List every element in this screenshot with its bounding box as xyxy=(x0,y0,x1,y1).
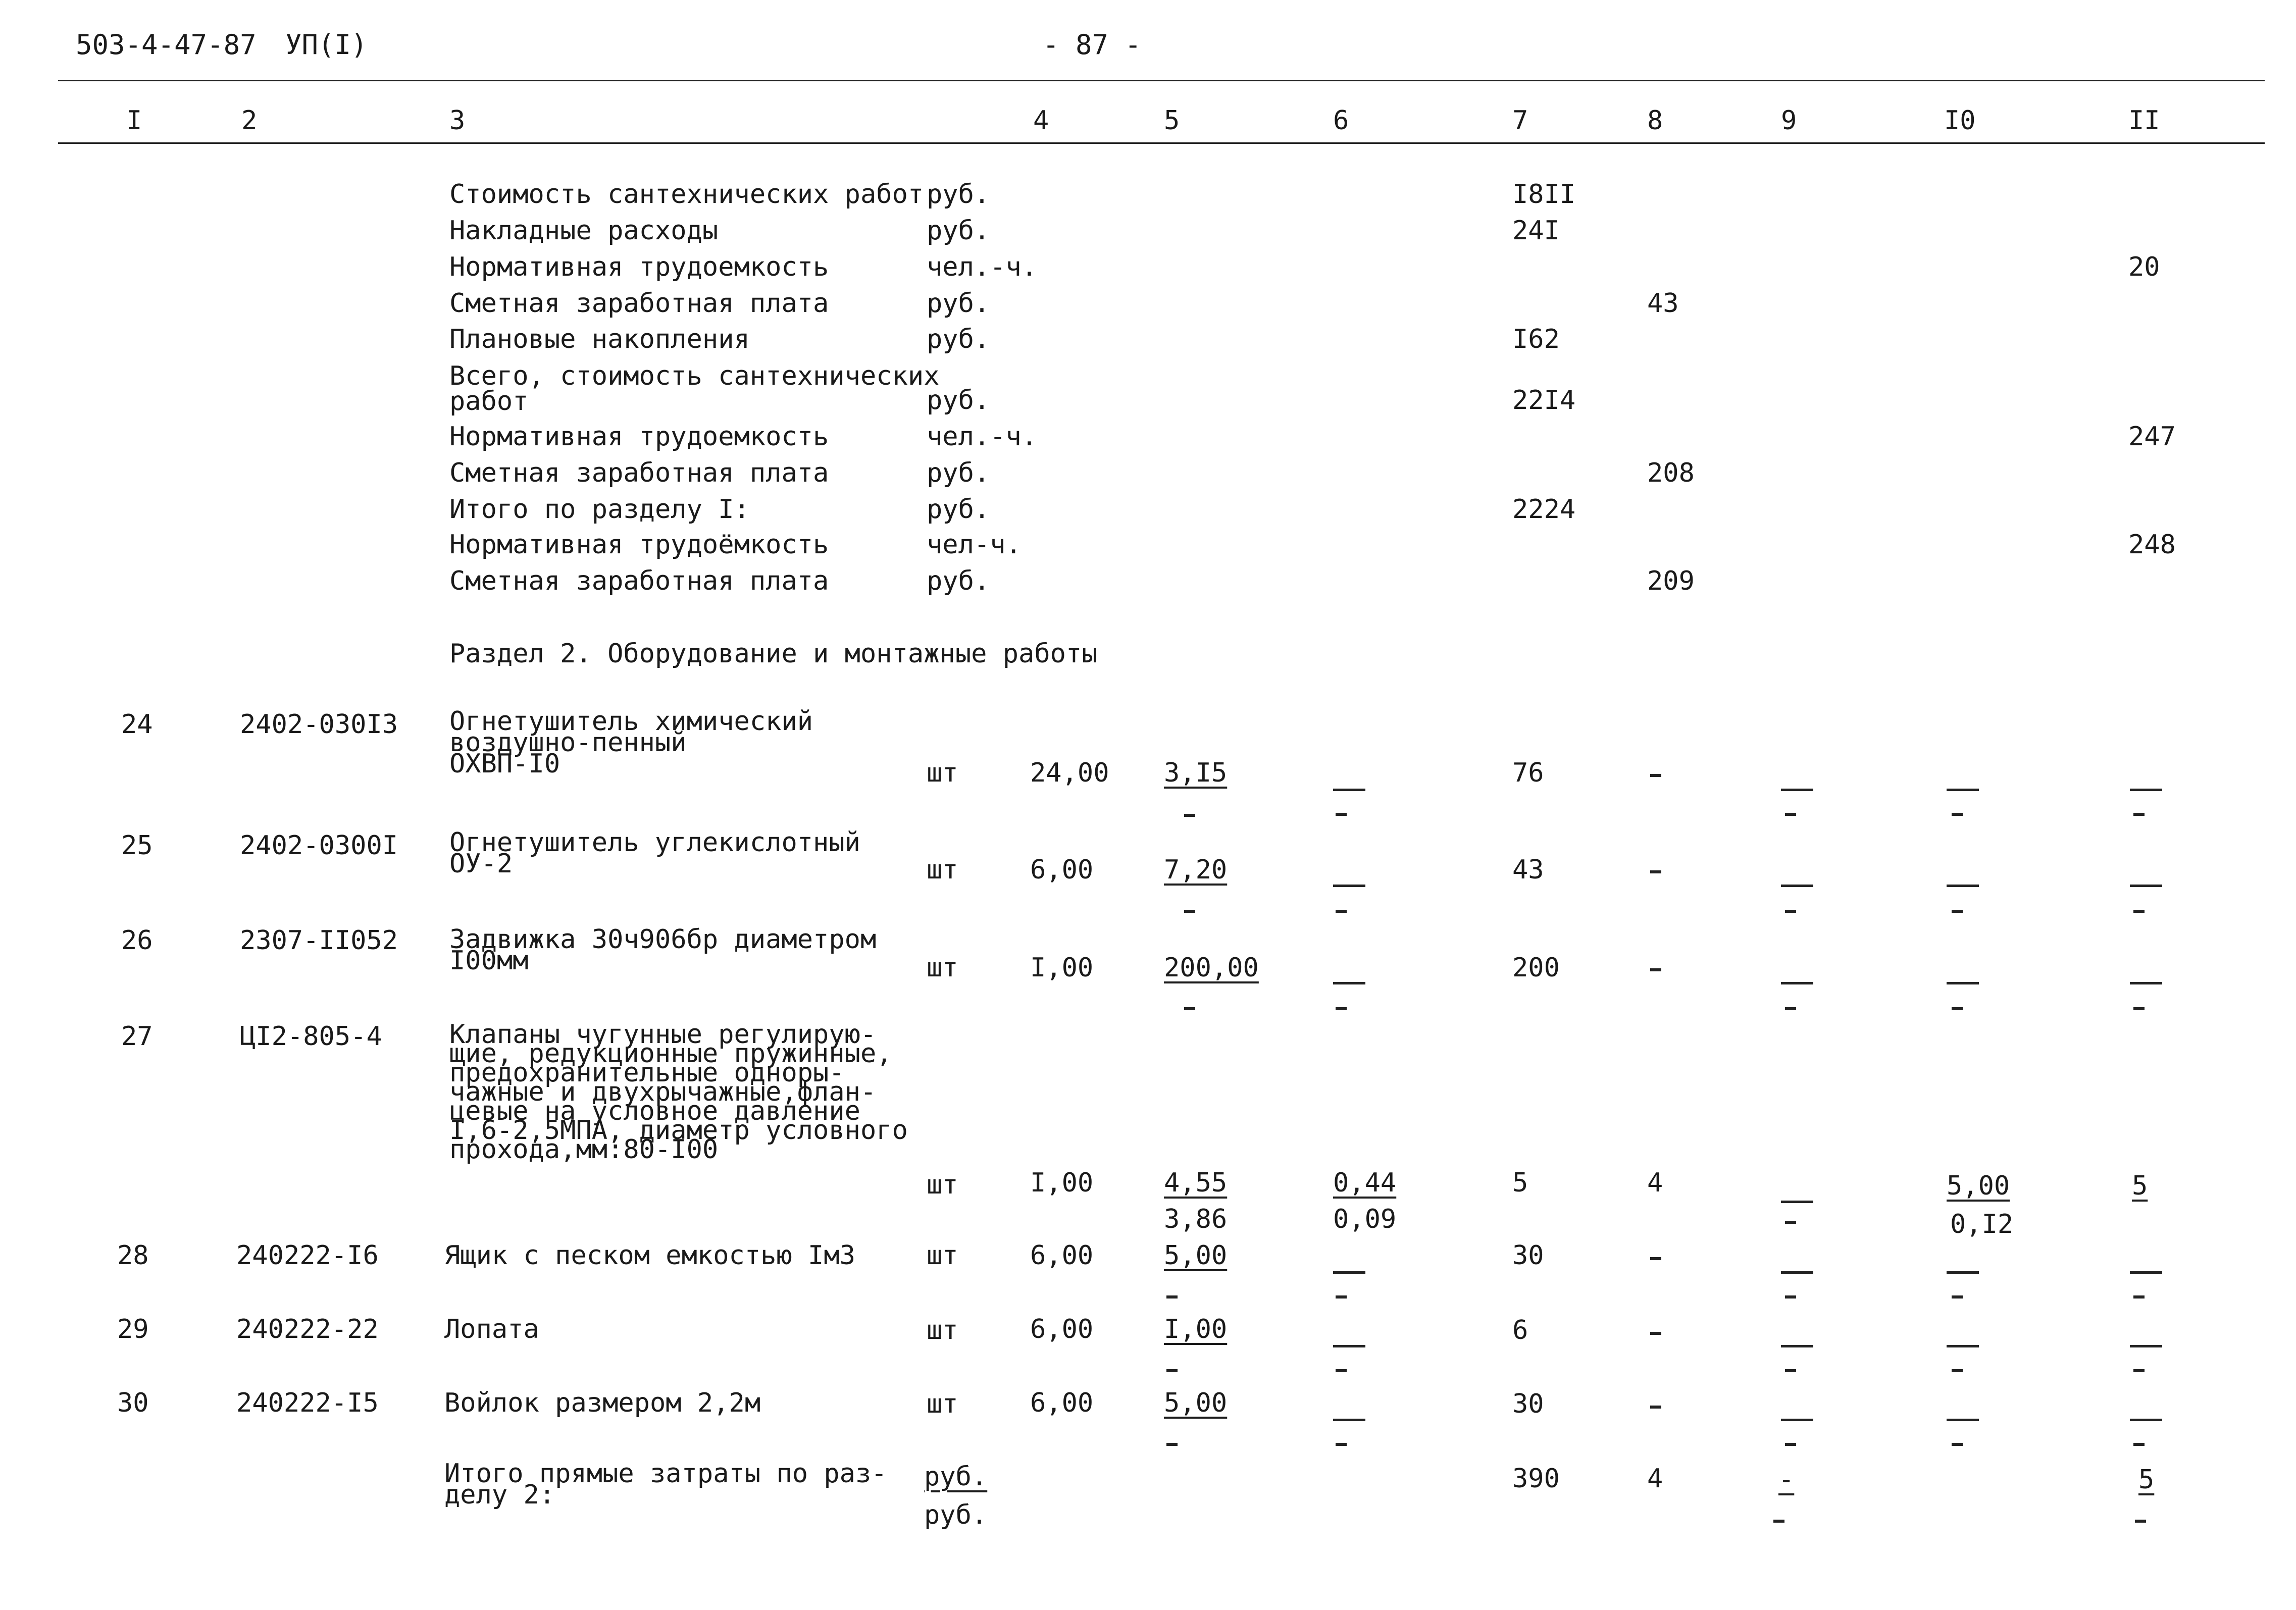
row-col8-dash xyxy=(1650,1406,1661,1409)
summary-unit: руб. xyxy=(927,324,990,354)
row-col7: 5 xyxy=(1512,1168,1528,1198)
row-col10-top-dash xyxy=(1947,1345,1979,1347)
row-col7: 30 xyxy=(1512,1240,1544,1271)
row-qty: 6,00 xyxy=(1030,1240,1094,1271)
row-col7: 76 xyxy=(1512,758,1544,788)
row-col6-bottom-dash xyxy=(1336,1295,1347,1299)
row-col9-top-dash xyxy=(1781,789,1813,791)
row-col10-top-dash xyxy=(1947,1271,1979,1274)
col-header-3: 3 xyxy=(449,106,466,136)
row-unit: шт xyxy=(927,953,958,983)
summary-label: Стоимость сантехнических работ xyxy=(449,179,924,210)
row-col10-top-dash xyxy=(1947,789,1979,791)
row-name: Клапаны чугунные регулирую- щие, редукционные пружинные, предохранительные одноры- чажные и двухрычажные,флан- цевые на условное давление I,6-2,5МПА, диаметр условного прохода,мм:80-I00 xyxy=(449,1019,908,1165)
row-col9-bottom-dash xyxy=(1785,1221,1796,1224)
row-col6-top-dash xyxy=(1333,1345,1365,1347)
row-col7: 43 xyxy=(1512,855,1544,885)
row-col5-bottom-dash xyxy=(1184,1007,1195,1010)
row-col6-bottom-dash xyxy=(1336,813,1347,816)
row-col10-top-dash xyxy=(1947,1419,1979,1421)
row-col10-bottom-dash xyxy=(1952,1369,1963,1372)
row-number: 29 xyxy=(117,1314,149,1344)
summary-col7: 24I xyxy=(1512,216,1560,246)
summary-col11: 247 xyxy=(2128,422,2176,452)
album-code: УП(I) xyxy=(285,29,368,61)
total-unit-bottom: руб. xyxy=(924,1500,988,1530)
row-qty: 6,00 xyxy=(1030,1388,1094,1418)
summary-label: Нормативная трудоемкость xyxy=(449,422,829,452)
row-number: 26 xyxy=(121,925,153,956)
row-col6-top-dash xyxy=(1333,982,1365,984)
row-col11-bottom-dash xyxy=(2133,1369,2145,1372)
row-col11-top-dash xyxy=(2130,1271,2162,1274)
row-col5-bottom-dash xyxy=(1184,910,1195,913)
row-col11-bottom-dash xyxy=(2133,910,2145,913)
row-col6-bottom-dash xyxy=(1336,1443,1347,1446)
row-col6-top-dash xyxy=(1333,789,1365,791)
row-col6-bottom: 0,09 xyxy=(1333,1204,1397,1234)
doc-code: 503-4-47-87 xyxy=(76,29,257,61)
row-col9-bottom-dash xyxy=(1785,1369,1796,1372)
row-code: 240222-I6 xyxy=(236,1240,379,1271)
row-qty: 6,00 xyxy=(1030,855,1094,885)
row-number: 30 xyxy=(117,1388,149,1418)
row-col11-bottom-dash xyxy=(2133,813,2145,816)
summary-col7: 22I4 xyxy=(1512,385,1576,416)
row-col7: 30 xyxy=(1512,1389,1544,1419)
row-col10-bottom-dash xyxy=(1952,1295,1963,1299)
row-unit: шт xyxy=(927,1240,958,1271)
summary-col7: 2224 xyxy=(1512,494,1576,525)
row-col5-bottom-dash xyxy=(1166,1369,1178,1372)
row-col6-top-dash xyxy=(1333,1419,1365,1421)
row-col9-top-dash xyxy=(1781,885,1813,887)
summary-col11: 248 xyxy=(2128,530,2176,560)
row-col10-bottom-dash xyxy=(1952,1007,1963,1010)
row-name: Огнетушитель химический воздушно-пенный ОХВП-I0 xyxy=(449,706,813,779)
row-col5-top: 5,00 xyxy=(1164,1240,1228,1271)
row-col5-top: 5,00 xyxy=(1164,1388,1228,1418)
summary-col7: I8II xyxy=(1512,179,1576,210)
row-col5-top: 7,20 xyxy=(1164,855,1228,885)
row-number: 25 xyxy=(121,830,153,861)
summary-label: Сметная заработная плата xyxy=(449,458,829,488)
row-code: 240222-I5 xyxy=(236,1388,379,1418)
section2-title: Раздел 2. Оборудование и монтажные работы xyxy=(449,639,1098,669)
total-col8: 4 xyxy=(1647,1464,1663,1494)
row-col5-bottom-dash xyxy=(1166,1443,1178,1446)
row-col9-top-dash xyxy=(1781,1271,1813,1274)
summary-label: Накладные расходы xyxy=(449,216,719,246)
table-top-rule xyxy=(58,80,2265,81)
table-header-rule xyxy=(58,142,2265,144)
row-col10-bottom: 0,I2 xyxy=(1950,1209,2014,1239)
row-col5-bottom-dash xyxy=(1166,1295,1178,1299)
total-label: Итого прямые затраты по раз- делу 2: xyxy=(444,1459,887,1510)
row-name: Войлок размером 2,2м xyxy=(444,1388,761,1418)
row-code: 2402-030I3 xyxy=(240,709,398,740)
row-number: 24 xyxy=(121,709,153,740)
row-col11-bottom-dash xyxy=(2133,1295,2145,1299)
row-unit: шт xyxy=(927,1315,958,1345)
row-number: 27 xyxy=(121,1021,153,1052)
row-col5-top: 4,55 xyxy=(1164,1168,1228,1198)
row-col11-top-dash xyxy=(2130,885,2162,887)
summary-col8: 208 xyxy=(1647,458,1695,488)
row-col11-bottom-dash xyxy=(2133,1443,2145,1446)
row-col9-top-dash xyxy=(1781,982,1813,984)
total-unit-top: руб. xyxy=(924,1462,988,1492)
row-col8-dash xyxy=(1650,870,1661,873)
row-col7: 200 xyxy=(1512,953,1560,983)
summary-unit: руб. xyxy=(927,179,990,210)
summary-unit: руб. xyxy=(927,566,990,596)
summary-label: Всего, стоимость сантехнических работ xyxy=(449,361,940,417)
summary-label: Нормативная трудоёмкость xyxy=(449,530,829,560)
summary-label: Плановые накопления xyxy=(449,324,750,354)
summary-unit: руб. xyxy=(927,216,990,246)
row-qty: I,00 xyxy=(1030,953,1094,983)
summary-label: Сметная заработная плата xyxy=(449,566,829,596)
row-col8-dash xyxy=(1650,1332,1661,1335)
row-col7: 6 xyxy=(1512,1315,1528,1345)
row-col6-top: 0,44 xyxy=(1333,1168,1397,1198)
row-name: Задвижка 30ч906бр диаметром I00мм xyxy=(449,924,877,976)
row-col11-top-dash xyxy=(2130,1345,2162,1347)
row-col6-bottom-dash xyxy=(1336,910,1347,913)
row-qty: I,00 xyxy=(1030,1168,1094,1198)
summary-col7: I62 xyxy=(1512,324,1560,354)
row-col11-top: 5 xyxy=(2132,1171,2148,1201)
row-col10-bottom-dash xyxy=(1952,910,1963,913)
summary-unit: чел.-ч. xyxy=(927,422,1038,452)
row-col9-top-dash xyxy=(1781,1345,1813,1347)
row-col9-bottom-dash xyxy=(1785,813,1796,816)
row-name: Лопата xyxy=(444,1314,539,1344)
row-col5-bottom: 3,86 xyxy=(1164,1204,1228,1234)
col-header-1: I xyxy=(126,106,142,136)
summary-label: Сметная заработная плата xyxy=(449,288,829,319)
row-col10-bottom-dash xyxy=(1952,813,1963,816)
row-name: Огнетушитель углекислотный ОУ-2 xyxy=(449,827,860,879)
col-header-8: 8 xyxy=(1647,106,1663,136)
row-col10-bottom-dash xyxy=(1952,1443,1963,1446)
row-col6-bottom-dash xyxy=(1336,1369,1347,1372)
row-col11-top-dash xyxy=(2130,789,2162,791)
summary-label: Нормативная трудоемкость xyxy=(449,252,829,282)
total-col9-bottom-dash xyxy=(1773,1520,1784,1523)
row-col6-top-dash xyxy=(1333,885,1365,887)
row-unit: шт xyxy=(927,1170,958,1200)
col-header-7: 7 xyxy=(1512,106,1528,136)
total-col9: - xyxy=(1778,1465,1795,1495)
row-qty: 6,00 xyxy=(1030,1314,1094,1344)
row-unit: шт xyxy=(927,855,958,885)
row-col8-dash xyxy=(1650,774,1661,777)
row-code: 240222-22 xyxy=(236,1314,379,1344)
col-header-5: 5 xyxy=(1164,106,1180,136)
row-col9-bottom-dash xyxy=(1785,910,1796,913)
row-col8-dash xyxy=(1650,1257,1661,1260)
col-header-10: I0 xyxy=(1944,106,1976,136)
summary-unit: чел-ч. xyxy=(927,530,1022,560)
row-qty: 24,00 xyxy=(1030,758,1109,788)
summary-col8: 209 xyxy=(1647,566,1695,596)
total-col11-bottom-dash xyxy=(2135,1520,2146,1523)
row-col9-top-dash xyxy=(1781,1201,1813,1203)
summary-unit: руб. xyxy=(927,458,990,488)
summary-unit: руб. xyxy=(927,288,990,319)
row-col6-top-dash xyxy=(1333,1271,1365,1274)
col-header-9: 9 xyxy=(1781,106,1797,136)
row-col10-top-dash xyxy=(1947,885,1979,887)
page-number: - 87 - xyxy=(1043,29,1142,61)
total-col7: 390 xyxy=(1512,1464,1560,1494)
col-header-6: 6 xyxy=(1333,106,1349,136)
row-col5-top: 200,00 xyxy=(1164,953,1259,983)
row-col9-bottom-dash xyxy=(1785,1295,1796,1299)
summary-unit: руб. xyxy=(927,385,990,416)
row-col10-top-dash xyxy=(1947,982,1979,984)
row-col11-bottom-dash xyxy=(2133,1007,2145,1010)
row-col5-top: 3,I5 xyxy=(1164,758,1228,788)
row-col8-dash xyxy=(1650,968,1661,971)
row-col6-bottom-dash xyxy=(1336,1007,1347,1010)
row-col9-top-dash xyxy=(1781,1419,1813,1421)
row-unit: шт xyxy=(927,758,958,788)
summary-unit: чел.-ч. xyxy=(927,252,1038,282)
row-col11-top-dash xyxy=(2130,1419,2162,1421)
row-code: 2402-0300I xyxy=(240,830,398,861)
row-col11-top-dash xyxy=(2130,982,2162,984)
col-header-4: 4 xyxy=(1033,106,1049,136)
row-col10-top: 5,00 xyxy=(1947,1171,2010,1201)
row-unit: шт xyxy=(927,1389,958,1419)
row-name: Ящик с песком емкостью IмЗ xyxy=(444,1240,855,1271)
row-col9-bottom-dash xyxy=(1785,1007,1796,1010)
row-code: ЦI2-805-4 xyxy=(240,1021,382,1052)
col-header-2: 2 xyxy=(241,106,258,136)
row-code: 2307-II052 xyxy=(240,925,398,956)
summary-col8: 43 xyxy=(1647,288,1679,319)
col-header-11: II xyxy=(2128,106,2160,136)
total-col11: 5 xyxy=(2138,1465,2155,1495)
row-col9-bottom-dash xyxy=(1785,1443,1796,1446)
summary-label: Итого по разделу I: xyxy=(449,494,750,525)
row-col5-top: I,00 xyxy=(1164,1314,1228,1344)
row-number: 28 xyxy=(117,1240,149,1271)
summary-unit: руб. xyxy=(927,494,990,525)
row-col8: 4 xyxy=(1647,1168,1663,1198)
summary-col11: 20 xyxy=(2128,252,2160,282)
row-col5-bottom-dash xyxy=(1184,814,1195,817)
